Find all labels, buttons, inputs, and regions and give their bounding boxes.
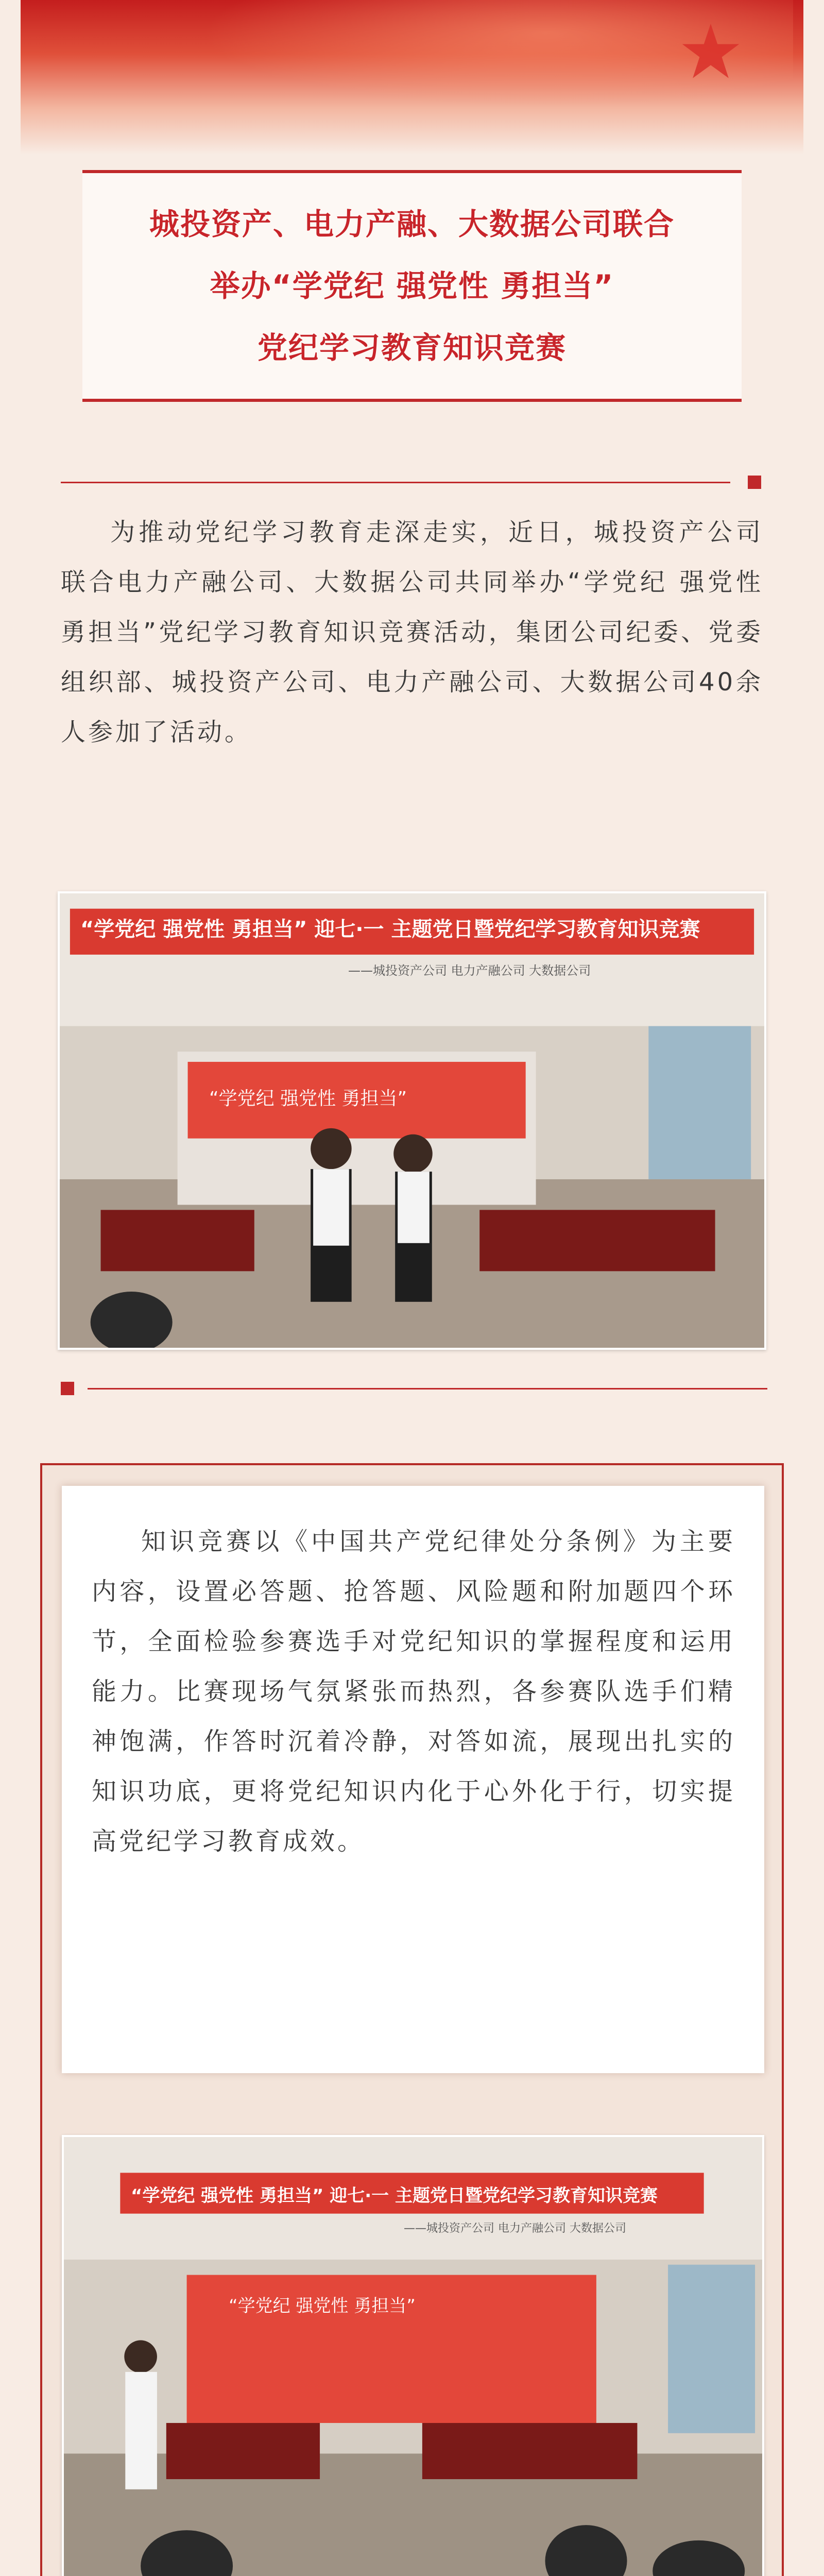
text-card-1 <box>62 1486 764 2073</box>
photo1-banner-text: “学党纪 强党性 勇担当” 迎七·一 主题党日暨党纪学习教育知识竞赛 <box>80 918 700 941</box>
title-line-2: 举办“学党纪 强党性 勇担当” <box>210 268 614 303</box>
photo2-screen-text: “学党纪 强党性 勇担当” <box>229 2296 416 2316</box>
paragraph-2 <box>92 1517 735 1867</box>
intro-paragraph <box>61 507 763 757</box>
section-divider-top <box>61 482 730 483</box>
paragraph-2-text: 知识竞赛以《中国共产党纪律处分条例》为主要内容，设置必答题、抢答题、风险题和附加题四个环节，全面检验参赛选手对党纪知识的掌握程度和运用能力。比赛现场气氛紧张而热烈，各参赛队选手们精神饱满，作答时沉着冷静，对答如流，展现出扎实的知识功底，更将党纪知识内化于心外化于行，切实提高党纪学习教育成效。 <box>92 1527 735 1856</box>
photo2-banner-subtext: ——城投资产公司 电力产融公司 大数据公司 <box>404 2222 626 2235</box>
photo1-screen-text: “学党纪 强党性 勇担当” <box>209 1088 407 1109</box>
header-banner <box>21 0 803 155</box>
divider-square-marker <box>61 1382 74 1395</box>
contest-photo-2 <box>62 2135 764 2576</box>
title-line-1: 城投资产、电力产融、大数据公司联合 <box>149 207 675 242</box>
section-divider-bottom <box>88 1388 767 1389</box>
title-line-3: 党纪学习教育知识竞赛 <box>257 330 566 365</box>
contest-photo-1 <box>58 891 766 1350</box>
framed-section <box>40 1463 784 2576</box>
divider-square-marker <box>748 476 761 489</box>
photo1-banner-subtext: ——城投资产公司 电力产融公司 大数据公司 <box>348 963 591 978</box>
intro-text: 为推动党纪学习教育走深走实，近日，城投资产公司联合电力产融公司、大数据公司共同举办“学党纪 强党性 勇担当”党纪学习教育知识竞赛活动，集团公司纪委、党委组织部、城投资产公司、电力产融公司、大数据公司40余人参加了活动。 <box>61 518 763 747</box>
article-title-box <box>82 170 742 402</box>
photo2-banner-text: “学党纪 强党性 勇担当” 迎七·一 主题党日暨党纪学习教育知识竞赛 <box>131 2185 658 2206</box>
star-icon <box>680 21 742 82</box>
